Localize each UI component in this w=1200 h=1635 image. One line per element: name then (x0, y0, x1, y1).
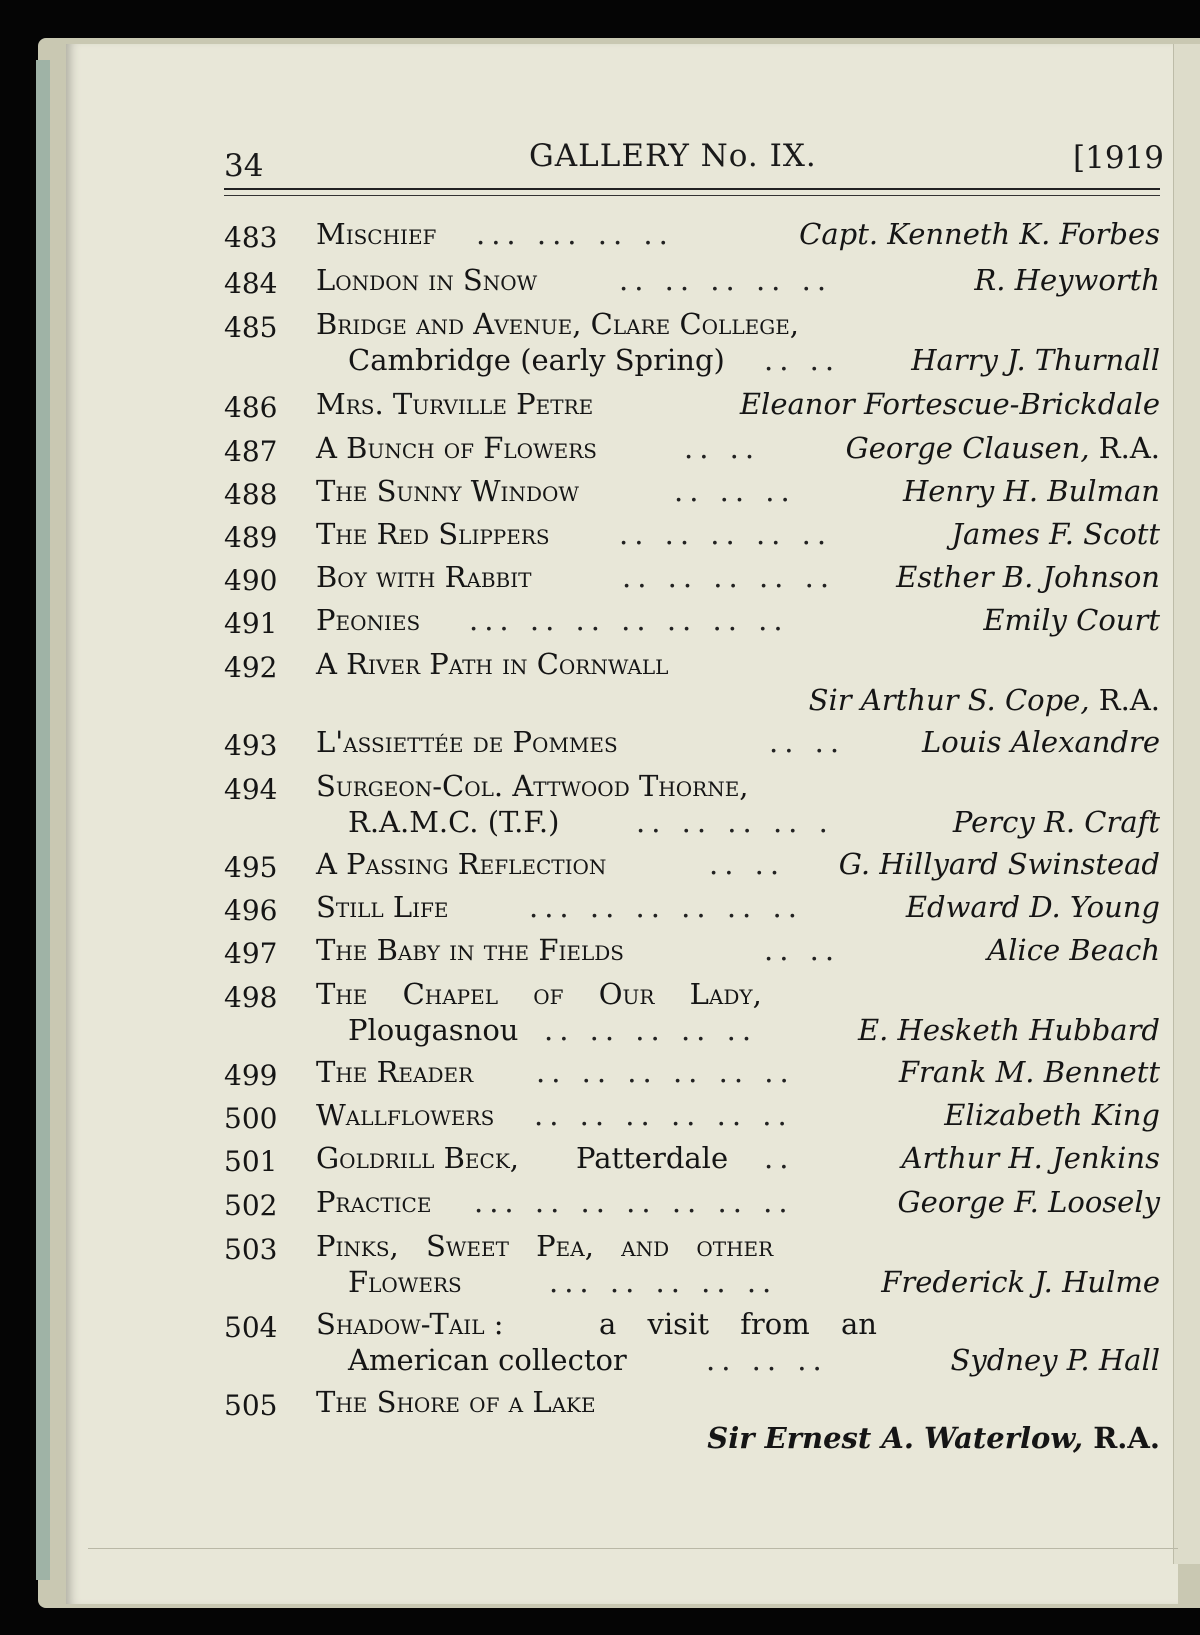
dot-leader: ... .. .. .. .. .. .. (469, 603, 789, 637)
dot-leader: .. .. (684, 431, 761, 465)
catalogue-entry (224, 976, 1160, 1052)
entry-title: The Baby in the Fields (316, 933, 624, 967)
entry-title: The Reader (316, 1055, 474, 1089)
entry-artist: Sydney P. Hall (950, 1343, 1160, 1377)
dot-leader: .. (764, 1141, 795, 1175)
entry-artist: Frederick J. Hulme (881, 1265, 1160, 1299)
entry-title: Shadow-Tail : (316, 1307, 504, 1341)
entry-number: 505 (224, 1389, 278, 1422)
catalogue-entry (224, 216, 1160, 256)
entry-title-plain: Patterdale (576, 1141, 729, 1175)
dot-leader: ... ... .. .. (476, 217, 674, 251)
entry-artist: Percy R. Craft (952, 805, 1160, 839)
dot-leader: .. .. .. .. . (636, 805, 834, 839)
entry-number: 498 (224, 981, 278, 1014)
entry-number: 499 (224, 1059, 278, 1092)
entry-title: The Chapel of Our Lady, (316, 977, 762, 1011)
entry-artist: Edward D. Young (905, 890, 1160, 924)
entry-title: Boy with Rabbit (316, 560, 532, 594)
entry-number: 495 (224, 851, 278, 884)
catalogue-entry (224, 1054, 1160, 1094)
header-rule (224, 188, 1160, 190)
catalogue-entry (224, 516, 1160, 556)
entry-title: Goldrill Beck, (316, 1141, 519, 1175)
entry-title: Still Life (316, 890, 449, 924)
entry-title: London in Snow (316, 263, 538, 297)
dot-leader: ... .. .. .. .. .. .. (474, 1185, 794, 1219)
entry-title: A Passing Reflection (316, 847, 607, 881)
catalogue-entry (224, 846, 1160, 886)
entry-artist: Henry H. Bulman (902, 474, 1160, 508)
entry-number: 504 (224, 1311, 278, 1344)
entry-number: 484 (224, 267, 278, 300)
dot-leader: .. .. .. (706, 1343, 828, 1377)
entry-title: Peonies (316, 603, 421, 637)
entry-number: 502 (224, 1189, 278, 1222)
entry-number: 500 (224, 1102, 278, 1135)
entry-number: 483 (224, 221, 278, 254)
entry-title: Practice (316, 1185, 432, 1219)
entry-title-continued: Cambridge (early Spring) (348, 343, 725, 377)
adjacent-page-edge (1173, 44, 1200, 1564)
entry-number: 491 (224, 607, 278, 640)
catalogue-entry (224, 473, 1160, 513)
entry-title: The Sunny Window (316, 474, 579, 508)
dot-leader: ... .. .. .. .. (549, 1265, 778, 1299)
entry-title: Wallflowers (316, 1098, 495, 1132)
page-header (224, 138, 1164, 184)
artist-honorific: R.A. (1098, 683, 1160, 717)
artist-honorific: R.A. (1098, 431, 1160, 465)
catalogue-entry (224, 1306, 1160, 1382)
entry-title: Bridge and Avenue, Clare College, (316, 307, 800, 341)
catalogue-entry (224, 646, 1160, 722)
catalogue-entry (224, 1384, 1160, 1460)
entry-title-continued: Flowers (348, 1265, 462, 1299)
entry-artist: Esther B. Johnson (896, 560, 1160, 594)
entry-number: 487 (224, 435, 278, 468)
catalogue-entry (224, 889, 1160, 929)
artist-honorific: R.A. (1093, 1421, 1160, 1455)
artist-name: Sir Ernest A. Waterlow, (707, 1421, 1084, 1455)
entry-artist: George F. Loosely (897, 1185, 1160, 1219)
entry-artist (846, 430, 1160, 466)
entry-title-continued: American collector (348, 1343, 627, 1377)
entry-artist: E. Hesketh Hubbard (857, 1013, 1160, 1047)
entry-number: 501 (224, 1145, 278, 1178)
entry-title: Surgeon-Col. Attwood Thorne, (316, 769, 749, 803)
dot-leader: .. .. .. .. .. (544, 1013, 758, 1047)
entry-number: 488 (224, 478, 278, 511)
catalogue-entry (224, 724, 1160, 764)
artist-name: Sir Arthur S. Cope, (808, 683, 1090, 717)
catalogue-entry (224, 262, 1160, 302)
entry-number: 497 (224, 937, 278, 970)
entry-number: 492 (224, 651, 278, 684)
entry-title-continued: R.A.M.C. (T.F.) (348, 805, 560, 839)
book-spine-cloth (36, 60, 50, 1580)
dot-leader: .. .. (764, 933, 841, 967)
entry-artist: Alice Beach (987, 933, 1160, 967)
catalogue-entry (224, 1228, 1160, 1304)
dot-leader: .. .. .. (674, 474, 796, 508)
entry-number: 490 (224, 564, 278, 597)
dot-leader: .. .. .. .. .. .. (536, 1055, 795, 1089)
catalogue-entry (224, 602, 1160, 642)
catalogue-entry (224, 1140, 1160, 1180)
entry-title: Pinks, Sweet Pea, and other (316, 1229, 774, 1263)
entry-artist: Capt. Kenneth K. Forbes (799, 217, 1160, 251)
catalogue-entry (224, 386, 1160, 426)
entry-title: A Bunch of Flowers (316, 431, 597, 465)
dot-leader: .. .. (709, 847, 786, 881)
entry-artist: G. Hillyard Swinstead (838, 847, 1160, 881)
entry-title: Mischief (316, 217, 437, 251)
entry-number: 489 (224, 521, 278, 554)
dot-leader: .. .. (764, 343, 841, 377)
catalogue-entry (224, 932, 1160, 972)
entry-artist: Eleanor Fortescue-Brickdale (739, 387, 1160, 421)
entry-number: 493 (224, 729, 278, 762)
dot-leader: .. .. .. .. .. (619, 263, 833, 297)
dot-leader: ... .. .. .. .. .. (529, 890, 803, 924)
entry-artist: Arthur H. Jenkins (901, 1141, 1160, 1175)
entry-artist: James F. Scott (951, 517, 1160, 551)
catalogue-entry (224, 1097, 1160, 1137)
header-rule-thin (224, 195, 1160, 196)
entry-title-continued: Plougasnou (348, 1013, 519, 1047)
entry-artist: Harry J. Thurnall (911, 343, 1160, 377)
entry-artist: R. Heyworth (974, 263, 1160, 297)
entry-title: L'assiettée de Pommes (316, 725, 618, 759)
entry-number: 494 (224, 773, 278, 806)
entry-number: 496 (224, 894, 278, 927)
gallery-title: GALLERY No. IX. (529, 138, 817, 174)
catalogue-entry (224, 1184, 1160, 1224)
entry-artist: Louis Alexandre (921, 725, 1160, 759)
entry-number: 503 (224, 1233, 278, 1266)
catalogue-year: [1919 (1073, 140, 1164, 176)
entry-title: A River Path in Cornwall (316, 647, 669, 681)
entry-artist (707, 1420, 1160, 1456)
catalogue-entry (224, 768, 1160, 844)
entry-number: 485 (224, 311, 278, 344)
dot-leader: .. .. (769, 725, 846, 759)
dot-leader: .. .. .. .. .. (619, 517, 833, 551)
entry-title: The Red Slippers (316, 517, 550, 551)
entry-title-plain: a visit from an (599, 1307, 877, 1341)
entry-artist: Emily Court (983, 603, 1160, 637)
catalogue-entry (224, 306, 1160, 382)
entry-artist (809, 682, 1160, 718)
catalogue-entry (224, 559, 1160, 599)
entry-artist: Frank M. Bennett (898, 1055, 1160, 1089)
dot-leader: .. .. .. .. .. (622, 560, 836, 594)
entry-title: Mrs. Turville Petre (316, 387, 594, 421)
entry-number: 486 (224, 391, 278, 424)
page-bottom-rule (88, 1548, 1178, 1549)
entry-title: The Shore of a Lake (316, 1385, 596, 1419)
dot-leader: .. .. .. .. .. .. (534, 1098, 793, 1132)
catalogue-entry (224, 430, 1160, 470)
artist-name: George Clausen, (845, 431, 1090, 465)
page-number: 34 (224, 148, 264, 184)
entry-artist: Elizabeth King (944, 1098, 1160, 1132)
